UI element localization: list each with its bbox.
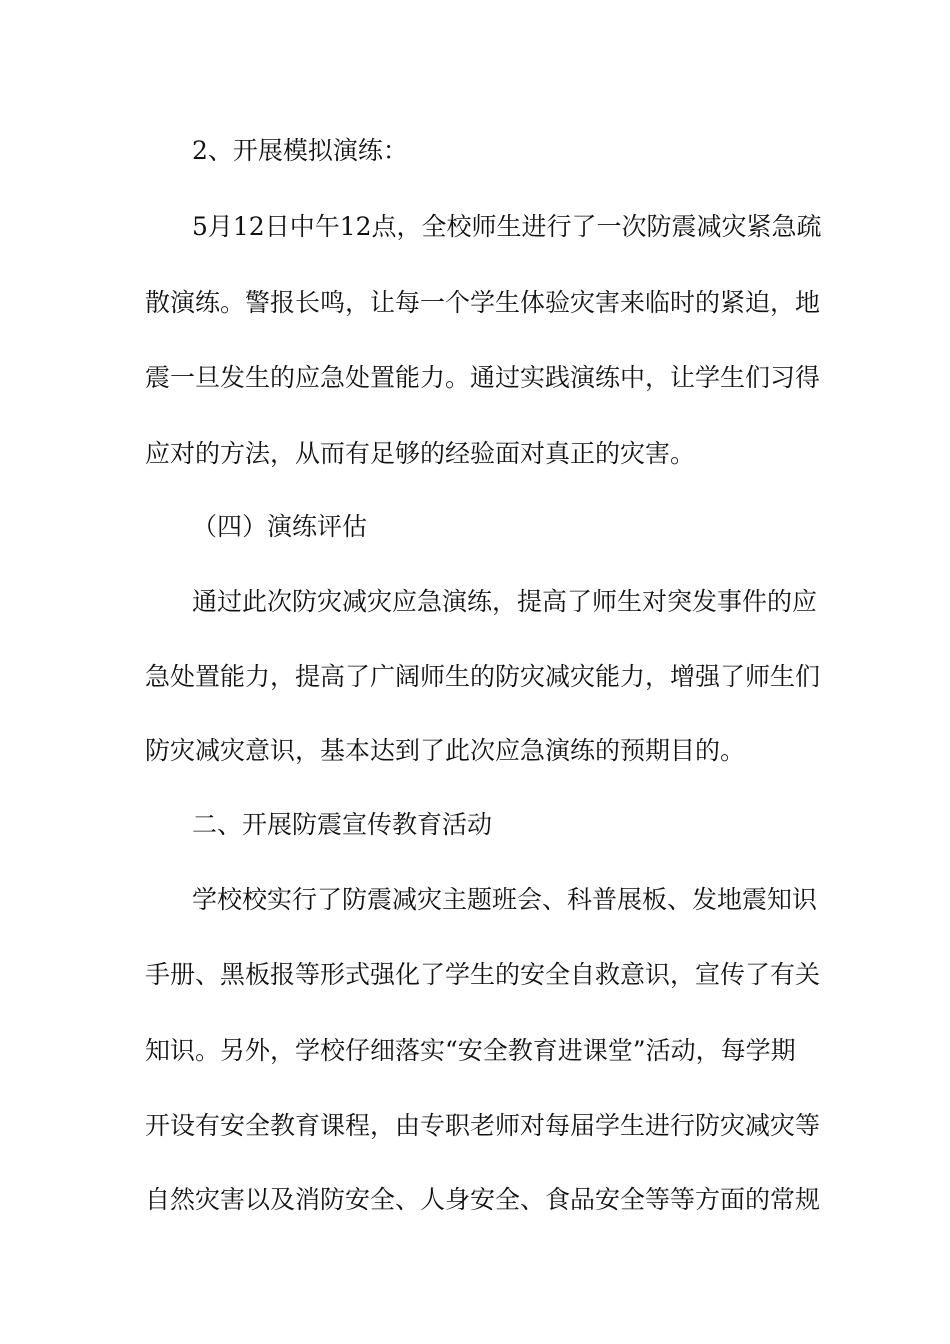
section-heading: 二、开展防震宣传教育活动 <box>192 810 493 839</box>
text-line: 知识。另外，学校仔细落实“安全教育进课堂”活动，每学期 <box>145 1036 796 1065</box>
text-line: 防灾减灾意识，基本达到了此次应急演练的预期目的。 <box>145 736 746 765</box>
text-line: 震一旦发生的应急处置能力。通过实践演练中，让学生们习得 <box>145 363 821 392</box>
section-heading: （四）演练评估 <box>192 512 368 541</box>
text-line: 散演练。警报长鸣，让每一个学生体验灾害来临时的紧迫，地 <box>145 288 821 317</box>
text-line: 自然灾害以及消防安全、人身安全、食品安全等等方面的常规 <box>145 1185 821 1214</box>
text-line: 手册、黑板报等形式强化了学生的安全自救意识，宣传了有关 <box>145 960 821 989</box>
text-line: 学校校实行了防震减灾主题班会、科普展板、发地震知识 <box>192 885 818 914</box>
text-line: 2、开展模拟演练： <box>192 136 408 165</box>
text-line: 通过此次防灾减灾应急演练，提高了师生对突发事件的应 <box>192 587 818 616</box>
text-line: 5月12日中午12点，全校师生进行了一次防震减灾紧急疏 <box>192 212 822 241</box>
text-line: 开设有安全教育课程，由专职老师对每届学生进行防灾减灾等 <box>145 1111 821 1140</box>
text-line: 急处置能力，提高了广阔师生的防灾减灾能力，增强了师生们 <box>145 662 821 691</box>
text-line: 应对的方法，从而有足够的经验面对真正的灾害。 <box>145 439 696 468</box>
